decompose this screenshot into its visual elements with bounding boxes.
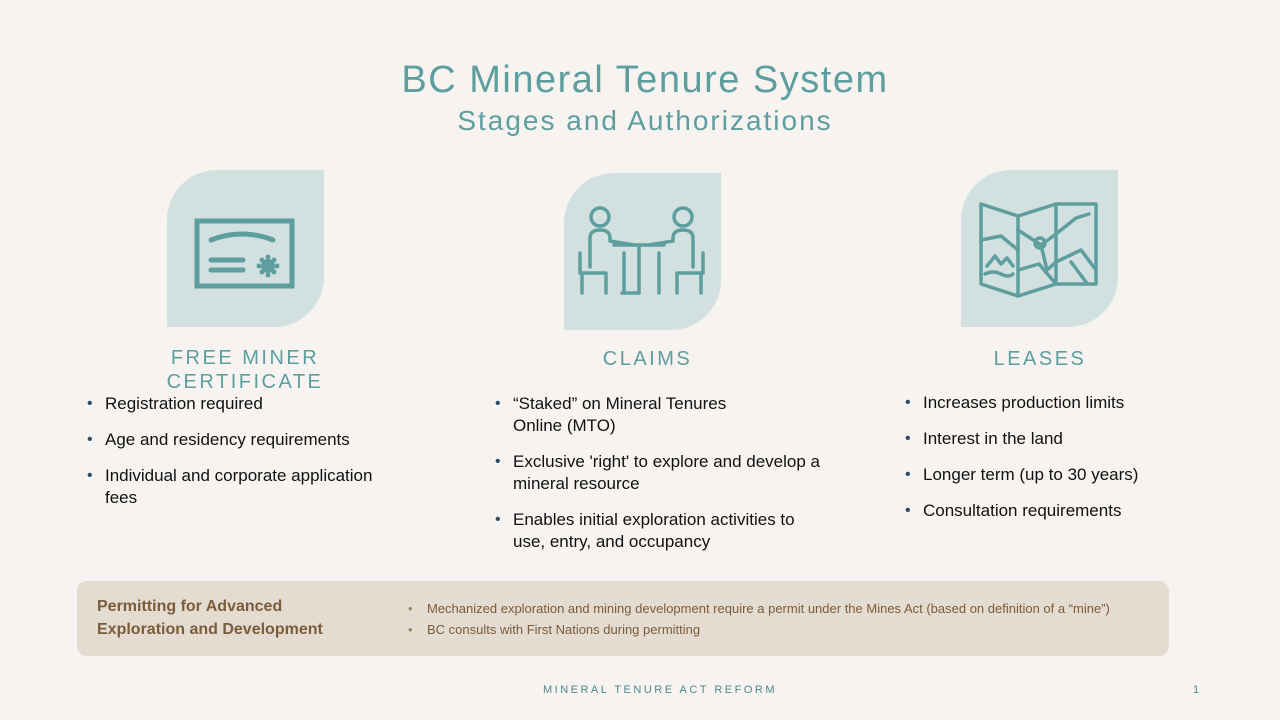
- certificate-icon: [167, 170, 324, 327]
- list-item: • BC consults with First Nations during permitting: [408, 619, 1110, 640]
- claims-bullet-list: [495, 393, 835, 567]
- permitting-title: Permitting for Advanced Exploration and Development: [97, 598, 323, 638]
- list-item: • Interest in the land: [905, 428, 1205, 450]
- free-miner-bullet-list: [87, 393, 387, 523]
- meeting-icon: [564, 173, 721, 330]
- map-icon: [961, 170, 1118, 327]
- permitting-callout: [77, 581, 1169, 656]
- list-item: • Increases production limits: [905, 392, 1205, 414]
- list-item: • Age and residency requirements: [87, 429, 387, 451]
- list-item: • Enables initial exploration activities to use, entry, and occupancy: [495, 509, 803, 553]
- slide-title: BC Mineral Tenure System: [401, 59, 889, 101]
- list-item: • Individual and corporate application fees: [87, 465, 387, 509]
- column-heading-leases: LEASES: [993, 348, 1087, 370]
- page-number: 1: [1193, 684, 1200, 696]
- map-icon-tile: [961, 170, 1118, 327]
- list-item: • Longer term (up to 30 years): [905, 464, 1205, 486]
- list-item: • “Staked” on Mineral Tenures Online (MTO): [495, 393, 753, 437]
- column-heading-claims: CLAIMS: [602, 348, 693, 370]
- permitting-bullet-list: [408, 598, 1110, 640]
- slide-footer: MINERAL TENURE ACT REFORM: [542, 684, 778, 696]
- list-item: • Consultation requirements: [905, 500, 1205, 522]
- list-item: • Registration required: [87, 393, 387, 415]
- list-item: • Exclusive 'right' to explore and develop a mineral resource: [495, 451, 835, 495]
- column-heading-free-miner: FREE MINER CERTIFICATE: [166, 347, 324, 393]
- certificate-icon-tile: [167, 170, 324, 327]
- slide-subtitle: Stages and Authorizations: [457, 105, 833, 136]
- leases-bullet-list: [905, 392, 1205, 536]
- meeting-icon-tile: [564, 173, 721, 330]
- list-item: • Mechanized exploration and mining development require a permit under the Mines Act (based on definition of a “mine”): [408, 598, 1110, 619]
